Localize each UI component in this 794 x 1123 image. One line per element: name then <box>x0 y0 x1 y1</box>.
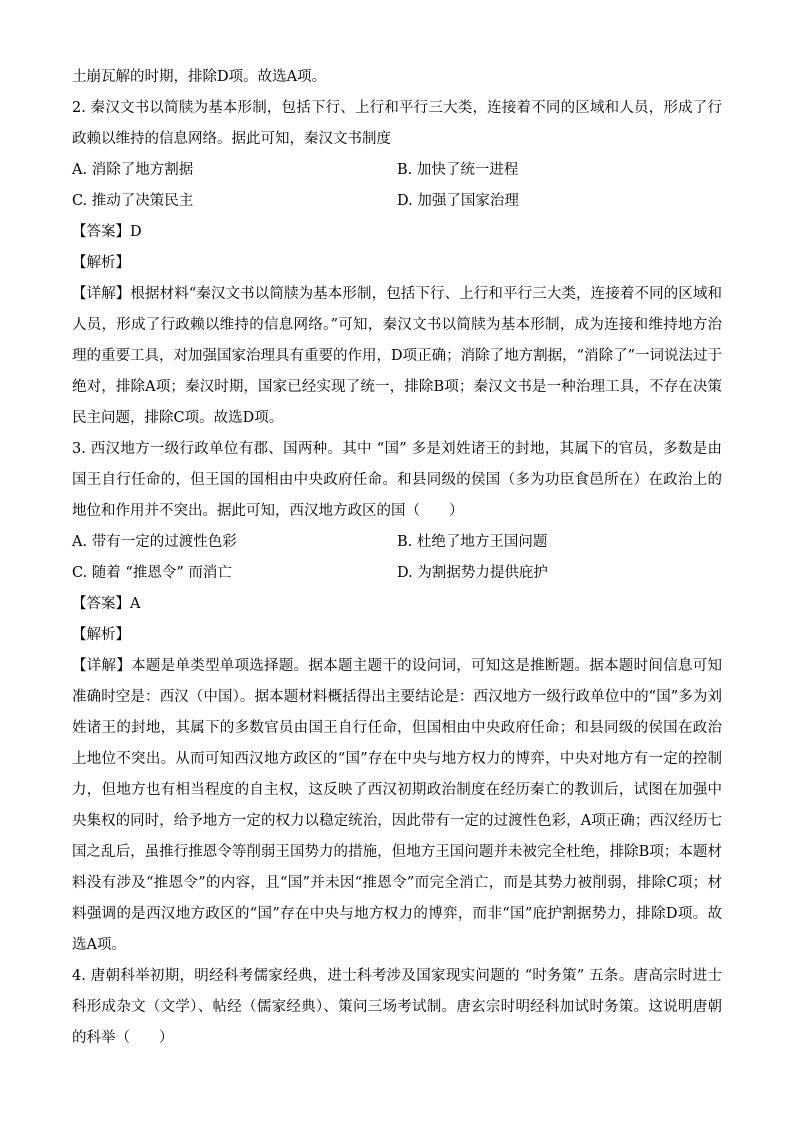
question-2-option-a: A. 消除了地方割据 <box>72 162 194 178</box>
question-2-stem: 2. 秦汉文书以简牍为基本形制，包括下行、上行和平行三大类，连接着不同的区域和人员，形成了行政赖以维持的信息网络。据此可知，秦汉文书制度 <box>72 100 722 147</box>
question-3-answer: 【答案】A <box>72 596 141 612</box>
question-2-option-b: B. 加快了统一进程 <box>397 162 519 178</box>
question-3-option-c: C. 随着 “推恩令” 而消亡 <box>72 565 232 581</box>
question-3-analysis-heading: 【解析】 <box>72 627 130 643</box>
question-2 <box>72 93 722 434</box>
question-4 <box>72 961 722 1054</box>
question-3-option-b: B. 杜绝了地方王国问题 <box>397 534 548 550</box>
question-2-options-row-2 <box>72 186 722 217</box>
question-3-stem: 3. 西汉地方一级行政单位有郡、国两种。其中 “国” 多是刘姓诸王的封地，其属下的官员，多数是由国王自行任命的，但王国的国相由中央政府任命。和县同级的侯国（多为功臣食邑所在）在政治上的地位和作用并不突出。据此可知，西汉地方政区的国（ ） <box>72 441 722 519</box>
question-4-stem: 4. 唐朝科举初期，明经科考儒家经典，进士科考涉及国家现实问题的 “时务策” 五条。唐高宗时进士科形成杂文（文学）、帖经（儒家经典）、策问三场考试制。唐玄宗时明经科加试时务策。这说明唐朝的科举（ ） <box>72 968 722 1046</box>
question-3-options-row-2 <box>72 558 722 589</box>
previous-analysis-continuation: 土崩瓦解的时期，排除D项。故选A项。 <box>72 69 327 85</box>
document-content <box>72 62 722 1054</box>
question-2-option-d: D. 加强了国家治理 <box>397 193 519 209</box>
question-3 <box>72 434 722 961</box>
question-2-analysis-heading: 【解析】 <box>72 255 130 271</box>
question-3-option-a: A. 带有一定的过渡性色彩 <box>72 534 237 550</box>
question-3-option-d: D. 为割据势力提供庇护 <box>397 565 548 581</box>
question-2-answer: 【答案】D <box>72 224 142 240</box>
question-2-option-c: C. 推动了决策民主 <box>72 193 194 209</box>
question-3-detail: 【详解】本题是单类型单项选择题。据本题主题干的设问词，可知这是推断题。据本题时间信息可知准确时空是：西汉（中国）。据本题材料概括得出主要结论是：西汉地方一级行政单位中的“国”多为刘姓诸王的封地，其属下的多数官员由国王自行任命，但国相由中央政府任命；和县同级的侯国在政治上地位不突出。从而可知西汉地方政区的“国”存在中央与地方权力的博弈，中央对地方有一定的控制力，但地方也有相当程度的自主权，这反映了西汉初期政治制度在经历秦亡的教训后，试图在加强中央集权的同时，给予地方一定的权力以稳定统治，因此带有一定的过渡性色彩，A项正确；西汉经历七国之乱后，虽推行推恩令等削弱王国势力的措施，但地方王国问题并未被完全杜绝，排除B项；本题材料没有涉及“推恩令”的内容，且“国”并未因“推恩令”而完全消亡，而是其势力被削弱，排除C项；材料强调的是西汉地方政区的“国”存在中央与地方权力的博弈，而非“国”庇护割据势力，排除D项。故选A项。 <box>72 658 722 953</box>
question-3-options-row-1 <box>72 527 722 558</box>
question-2-options-row-1 <box>72 155 722 186</box>
question-2-detail: 【详解】根据材料“秦汉文书以简牍为基本形制，包括下行、上行和平行三大类，连接着不同的区域和人员，形成了行政赖以维持的信息网络。”可知，秦汉文书以简牍为基本形制，成为连接和维持地方治理的重要工具，对加强国家治理具有重要的作用，D项正确；消除了地方割据，“消除了”一词说法过于绝对，排除A项；秦汉时期，国家已经实现了统一，排除B项；秦汉文书是一种治理工具，不存在决策民主问题，排除C项。故选D项。 <box>72 286 722 426</box>
